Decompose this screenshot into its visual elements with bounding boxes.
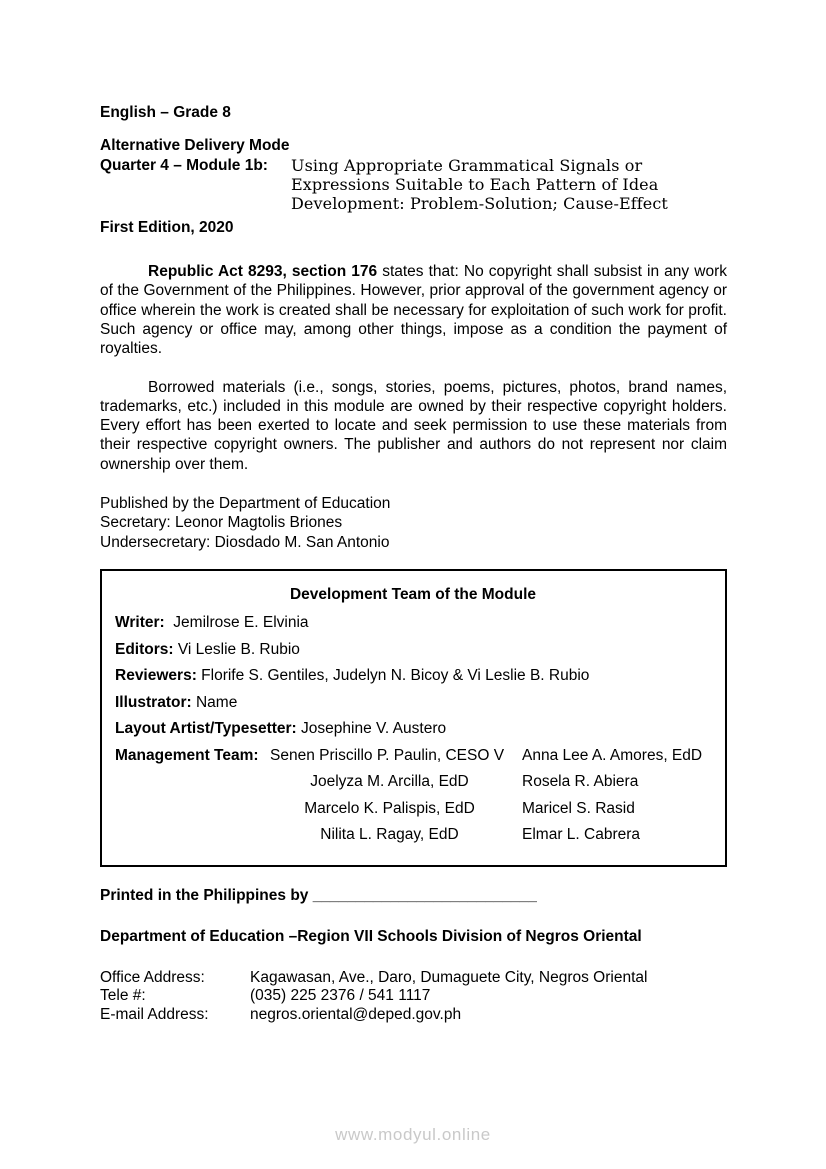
module-title-line-3: Development: Problem-Solution; Cause-Effect	[291, 194, 668, 214]
email-value: negros.oriental@deped.gov.ph	[250, 1005, 462, 1023]
office-address-row	[100, 969, 727, 988]
email-row	[100, 1006, 727, 1025]
module-number-label: Quarter 4 – Module 1b:	[100, 156, 268, 174]
editors-label: Editors:	[115, 640, 174, 658]
division-heading: Department of Education –Region VII Schools Division of Negros Oriental	[100, 927, 642, 945]
telephone-label: Tele #:	[100, 987, 146, 1005]
reviewers-label: Reviewers:	[115, 667, 197, 685]
telephone-value: (035) 225 2376 / 541 1117	[250, 987, 431, 1005]
editors-row	[115, 640, 711, 659]
writer-label: Writer:	[115, 614, 165, 632]
module-title-line-2: Expressions Suitable to Each Pattern of Idea	[291, 175, 659, 194]
module-title-line-1: Using Appropriate Grammatical Signals or	[291, 155, 643, 175]
management-member: Maricel S. Rasid	[522, 799, 635, 817]
illustrator-value: Name	[191, 693, 238, 711]
edition-heading: First Edition, 2020	[100, 218, 234, 236]
republic-act-lead: Republic Act 8293, section 176	[148, 263, 378, 281]
office-address-value: Kagawasan, Ave., Daro, Dumaguete City, Negros Oriental	[250, 968, 648, 986]
published-by-line: Published by the Department of Education	[100, 495, 391, 513]
management-grid-spacer	[115, 772, 266, 791]
management-member: Nilita L. Ragay, EdD	[320, 826, 459, 844]
copyright-paragraph	[100, 262, 727, 358]
printed-label: Printed in the Philippines by	[100, 887, 313, 905]
publisher-block	[100, 494, 727, 552]
republic-act-body: states that: No copyright shall subsist in any work of the Government of the Philippines. However, prior approval of the government agency or office wherein the work is created shall be necessary for exploitation of such work for profit. Such agency or office may, among other things, impose as a condition the payment of royalties.	[100, 263, 727, 358]
borrowed-materials-paragraph: Borrowed materials (i.e., songs, stories, poems, pictures, photos, brand names, trademarks, etc.) included in this module are owned by their respective copyright holders. Every effort has been exerted to locate and seek permission to use these materials from their respective copyright owners. The publisher and authors do not represent nor claim ownership over them.	[100, 378, 727, 473]
telephone-row	[100, 987, 727, 1006]
printed-blank-line: __________________________	[312, 887, 537, 905]
management-member: Senen Priscillo P. Paulin, CESO V	[270, 746, 505, 764]
management-member: Joelyza M. Arcilla, EdD	[310, 773, 469, 791]
printed-in-philippines-line	[100, 886, 727, 905]
office-address-label: Office Address:	[100, 968, 205, 986]
delivery-mode-heading: Alternative Delivery Mode	[100, 137, 290, 155]
contact-block	[100, 969, 727, 1025]
site-watermark: www.modyul.online	[335, 1124, 491, 1144]
subject-grade-heading: English – Grade 8	[100, 104, 231, 121]
management-grid-spacer	[115, 799, 266, 818]
reviewers-value: Florife S. Gentiles, Judelyn N. Bicoy & Vi Leslie B. Rubio	[196, 667, 590, 685]
management-member: Elmar L. Cabrera	[522, 826, 641, 844]
development-team-box	[100, 569, 727, 867]
layout-artist-label: Layout Artist/Typesetter:	[115, 720, 297, 738]
reviewers-row	[115, 666, 711, 685]
management-member: Anna Lee A. Amores, EdD	[522, 746, 703, 764]
layout-artist-value: Josephine V. Austero	[296, 720, 447, 738]
management-grid-spacer	[115, 825, 266, 844]
illustrator-label: Illustrator:	[115, 693, 192, 711]
email-label: E-mail Address:	[100, 1005, 209, 1023]
management-member: Rosela R. Abiera	[522, 773, 639, 791]
management-team-grid	[115, 746, 711, 845]
editors-value: Vi Leslie B. Rubio	[173, 640, 300, 658]
module-title-block	[100, 156, 727, 214]
illustrator-row	[115, 693, 711, 712]
secretary-line: Secretary: Leonor Magtolis Briones	[100, 514, 343, 532]
development-team-rows	[115, 613, 711, 738]
module-title	[291, 156, 668, 214]
management-team-label: Management Team:	[115, 746, 259, 764]
management-member: Marcelo K. Palispis, EdD	[304, 799, 475, 817]
writer-row	[115, 613, 711, 632]
development-team-title: Development Team of the Module	[289, 585, 537, 603]
layout-artist-row	[115, 719, 711, 738]
undersecretary-line: Undersecretary: Diosdado M. San Antonio	[100, 533, 390, 551]
writer-value: Jemilrose E. Elvinia	[164, 614, 309, 632]
